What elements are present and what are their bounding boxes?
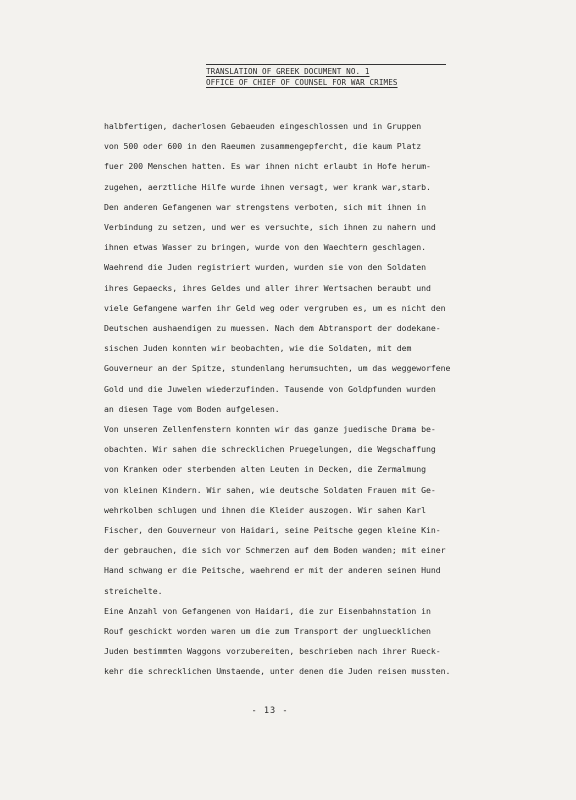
text-line: halbfertigen, dacherlosen Gebaeuden eingeschlossen und in Gruppen: [104, 121, 422, 131]
text-line: wehrkolben schlugen und ihnen die Kleider auszogen. Wir sahen Karl: [104, 504, 427, 515]
text-line: fuer 200 Menschen hatten. Es war ihnen nicht erlaubt in Hofe herum-: [104, 161, 431, 172]
paragraph: [104, 601, 468, 682]
text-line: von 500 oder 600 in den Raeumen zusammengepfercht, die kaum Platz: [104, 141, 422, 152]
text-line: Fischer, den Gouverneur von Haidari, seine Peitsche gegen kleine Kin-: [104, 525, 441, 536]
text-line: an diesen Tage vom Boden aufgelesen.: [104, 403, 280, 414]
page-number: - 13 -: [251, 706, 289, 716]
text-line: ihnen etwas Wasser zu bringen, wurde von den Waechtern geschlagen.: [104, 242, 427, 253]
text-line: kehr die schrecklichen Umstaende, unter denen die Juden reisen mussten.: [104, 666, 451, 677]
document-header: [206, 64, 446, 88]
text-line: viele Gefangene warfen ihr Geld weg oder vergruben es, um es nicht den: [104, 302, 446, 313]
text-line: Verbindung zu setzen, und wer es versuchte, sich ihnen zu nahern und: [104, 222, 436, 233]
text-line: Eine Anzahl von Gefangenen von Haidari, die zur Eisenbahnstation in: [104, 605, 431, 616]
paragraph: [104, 116, 468, 419]
text-line: Von unseren Zellenfenstern konnten wir das ganze juedische Drama be-: [104, 424, 436, 435]
text-line: Hand schwang er die Peitsche, waehrend er mit der anderen seinen Hund: [104, 565, 441, 576]
text-line: von Kranken oder sterbenden alten Leuten in Decken, die Zermalmung: [104, 464, 427, 475]
text-line: ihres Gepaecks, ihres Geldes und aller ihrer Wertsachen beraubt und: [104, 282, 431, 293]
text-line: Gold und die Juwelen wiederzufinden. Tausende von Goldpfunden wurden: [104, 383, 436, 394]
text-line: Den anderen Gefangenen war strengstens verboten, sich mit ihnen in: [104, 201, 427, 212]
text-line: Waehrend die Juden registriert wurden, wurden sie von den Soldaten: [104, 262, 427, 273]
text-line: Juden bestimmten Waggons vorzubereiten, beschrieben nach ihrer Rueck-: [104, 646, 441, 657]
header-office-line: OFFICE OF CHIEF OF COUNSEL FOR WAR CRIMES: [206, 77, 398, 87]
text-line: sischen Juden konnten wir beobachten, wie die Soldaten, mit dem: [104, 343, 412, 354]
header-title-line: TRANSLATION OF GREEK DOCUMENT NO. 1: [206, 67, 370, 76]
text-line: von kleinen Kindern. Wir sahen, wie deutsche Soldaten Frauen mit Ge-: [104, 484, 436, 495]
header-rule: [206, 64, 446, 65]
text-line: zugehen, aerztliche Hilfe wurde ihnen versagt, wer krank war,starb.: [104, 181, 431, 192]
text-line: der gebrauchen, die sich vor Schmerzen auf dem Boden wanden; mit einer: [104, 545, 446, 556]
text-line: Gouverneur an der Spitze, stundenlang herumsuchten, um das weggeworfene: [104, 363, 451, 374]
text-line: obachten. Wir sahen die schrecklichen Pruegelungen, die Wegschaffung: [104, 444, 436, 455]
paragraph: [104, 419, 468, 601]
document-body: [104, 116, 468, 682]
text-line: Rouf geschickt worden waren um die zum Transport der ungluecklichen: [104, 626, 431, 637]
text-line: streichelte.: [104, 585, 163, 596]
text-line: Deutschen aushaendigen zu muessen. Nach dem Abtransport der dodekane-: [104, 323, 441, 334]
